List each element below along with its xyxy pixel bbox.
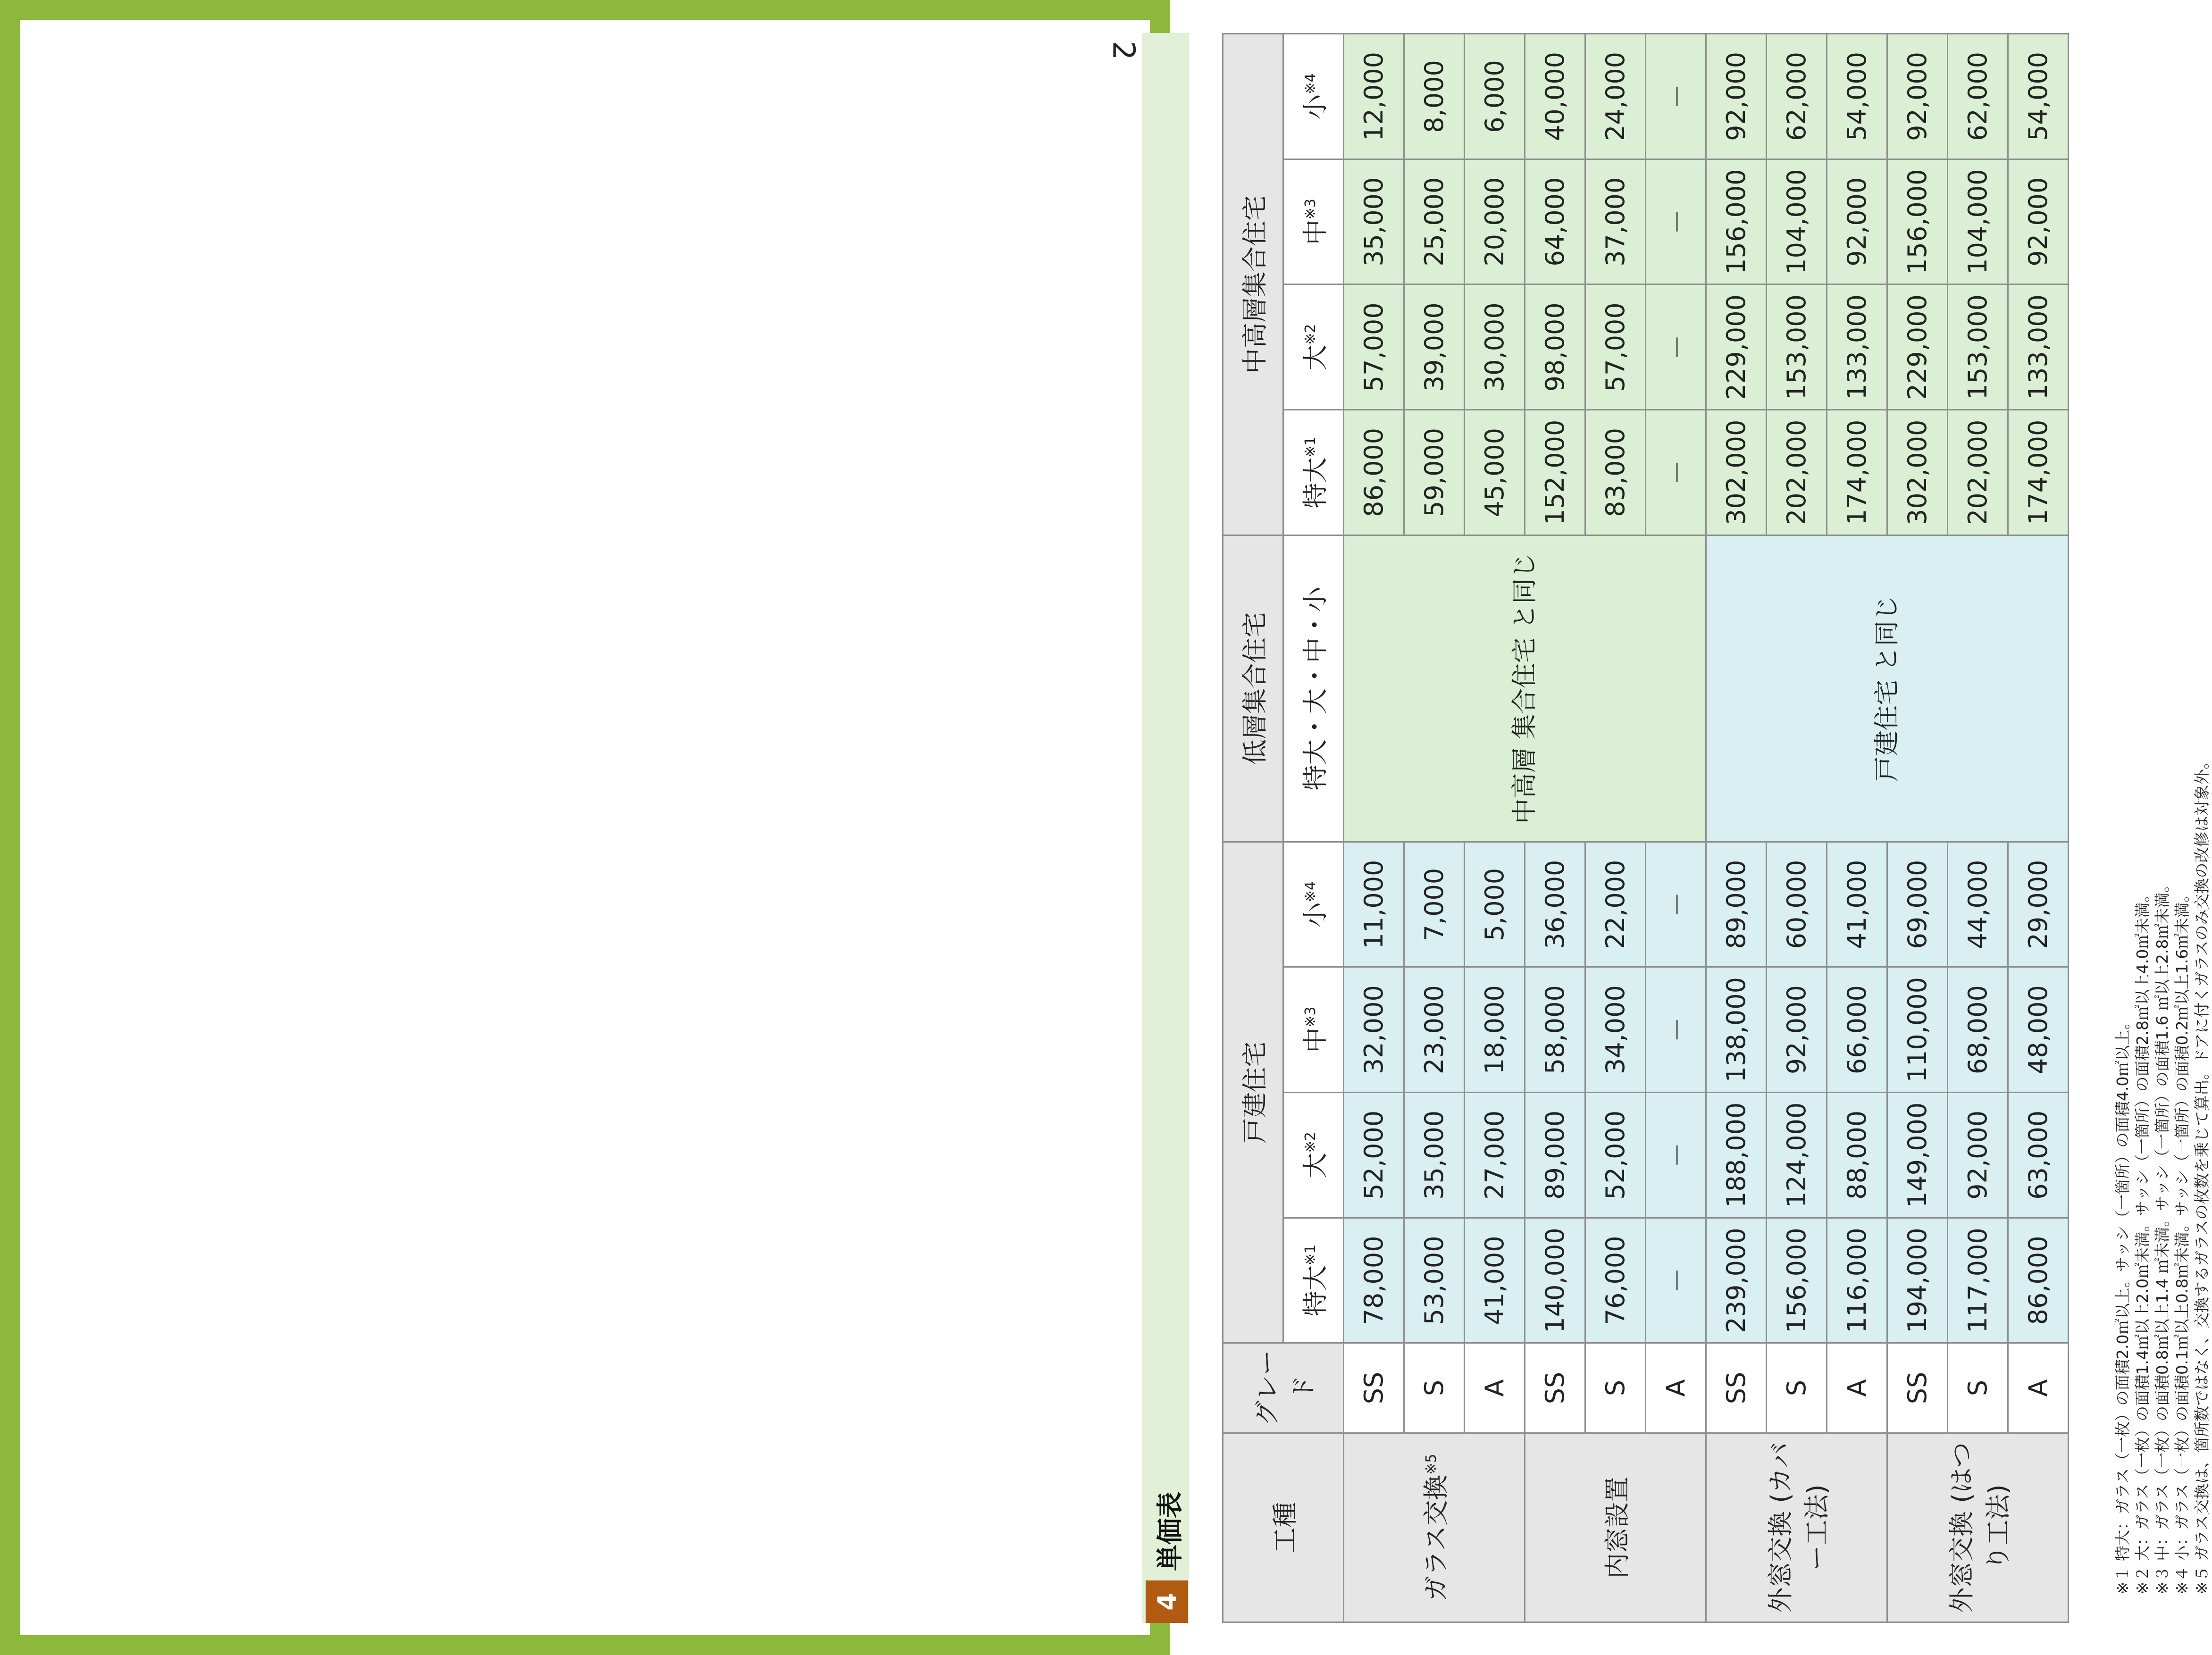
mid-high-price-cell: 92,000	[1827, 159, 1887, 284]
work-type-name: ガラス交換	[1421, 1474, 1451, 1602]
detached-price-cell: 48,000	[2008, 967, 2069, 1093]
section-header	[1142, 33, 1189, 1623]
header-grade: グレード	[1223, 1343, 1344, 1433]
size-header	[1283, 1218, 1344, 1343]
grade-cell: SS	[1706, 1343, 1767, 1433]
size-header	[1283, 842, 1344, 967]
mid-high-price-cell: 24,000	[1585, 34, 1646, 159]
detached-price-cell: －	[1646, 1218, 1706, 1343]
mid-high-price-cell: 133,000	[2008, 284, 2069, 410]
detached-price-cell: 58,000	[1525, 967, 1585, 1093]
work-type-cell	[1525, 1433, 1706, 1622]
section-number: 4	[1146, 1580, 1188, 1623]
size-label: 特大	[1300, 1265, 1330, 1317]
grade-cell: S	[1404, 1343, 1465, 1433]
mid-high-price-cell: 156,000	[1887, 159, 1948, 284]
size-label: 小	[1300, 902, 1330, 928]
mid-high-price-cell: 35,000	[1344, 159, 1404, 284]
size-label: 小	[1300, 94, 1330, 120]
detached-price-cell: 194,000	[1887, 1218, 1948, 1343]
detached-price-cell: 5,000	[1465, 842, 1525, 967]
mid-high-price-cell: 174,000	[2008, 410, 2069, 535]
detached-price-cell: 29,000	[2008, 842, 2069, 967]
size-label: 中	[1300, 219, 1330, 245]
detached-price-cell: 36,000	[1525, 842, 1585, 967]
size-header	[1283, 967, 1344, 1093]
detached-price-cell: 149,000	[1887, 1092, 1948, 1218]
size-header	[1283, 34, 1344, 159]
mid-high-price-cell: 8,000	[1404, 34, 1465, 159]
detached-price-cell: 60,000	[1767, 842, 1827, 967]
footnote: ※２ 大：ガラス（一枚）の面積1.4㎡以上2.0㎡未満。サッシ（一箇所）の面積2.8㎡以上4.0㎡未満。	[2133, 886, 2152, 1595]
size-header	[1283, 410, 1344, 535]
mid-high-price-cell: 202,000	[1948, 410, 2008, 535]
detached-price-cell: －	[1646, 1092, 1706, 1218]
detached-price-cell: 89,000	[1525, 1092, 1585, 1218]
mid-high-price-cell: 54,000	[1827, 34, 1887, 159]
detached-price-cell: 88,000	[1827, 1092, 1887, 1218]
mid-high-price-cell: 37,000	[1585, 159, 1646, 284]
detached-price-cell: 76,000	[1585, 1218, 1646, 1343]
mid-high-price-cell: －	[1646, 284, 1706, 410]
size-header	[1283, 1092, 1344, 1218]
detached-price-cell: 89,000	[1706, 842, 1767, 967]
detached-price-cell: 86,000	[2008, 1218, 2069, 1343]
grade-cell: A	[1827, 1343, 1887, 1433]
rotated-content	[1142, 33, 2211, 1623]
mid-high-price-cell: 229,000	[1706, 284, 1767, 410]
mid-high-price-cell: 25,000	[1404, 159, 1465, 284]
detached-price-cell: 44,000	[1948, 842, 2008, 967]
section-title: 単価表	[1155, 1492, 1186, 1571]
footnote: ※４ 小：ガラス（一枚）の面積0.1㎡以上0.8㎡未満。サッシ（一箇所）の面積0.2㎡以上1.6㎡未満。	[2173, 886, 2191, 1595]
mid-high-price-cell: 59,000	[1404, 410, 1465, 535]
grade-cell: A	[1465, 1343, 1525, 1433]
size-mark: ※2	[1302, 1132, 1319, 1153]
table-body	[1344, 34, 2069, 1622]
grade-cell: A	[1646, 1343, 1706, 1433]
detached-price-cell: 32,000	[1344, 967, 1404, 1093]
mid-high-price-cell: 302,000	[1887, 410, 1948, 535]
size-header	[1283, 159, 1344, 284]
size-mark: ※2	[1302, 324, 1319, 345]
detached-price-cell: 52,000	[1585, 1092, 1646, 1218]
mid-high-price-cell: 62,000	[1948, 34, 2008, 159]
mid-high-price-cell: 202,000	[1767, 410, 1827, 535]
mid-high-price-cell: 40,000	[1525, 34, 1585, 159]
page-number: 2	[1106, 41, 1141, 60]
detached-price-cell: 117,000	[1948, 1218, 2008, 1343]
grade-cell: A	[2008, 1343, 2069, 1433]
size-header	[1283, 284, 1344, 410]
detached-price-cell: 41,000	[1827, 842, 1887, 967]
mid-high-price-cell: 98,000	[1525, 284, 1585, 410]
mid-high-price-cell: 153,000	[1767, 284, 1827, 410]
size-label: 中	[1300, 1027, 1330, 1053]
mid-high-price-cell: 83,000	[1585, 410, 1646, 535]
mid-high-price-cell: 54,000	[2008, 34, 2069, 159]
detached-price-cell: 53,000	[1404, 1218, 1465, 1343]
footnote: ※３ 中：ガラス（一枚）の面積0.8㎡以上1.4 ㎡未満。サッシ（一箇所）の面積1.6 ㎡以上2.8㎡未満。	[2153, 877, 2171, 1595]
table-row	[1344, 34, 1404, 1622]
header-detached: 戸建住宅	[1223, 842, 1283, 1343]
grade-cell: S	[1585, 1343, 1646, 1433]
detached-price-cell: 110,000	[1887, 967, 1948, 1093]
detached-price-cell: 52,000	[1344, 1092, 1404, 1218]
size-label: 大	[1300, 344, 1330, 370]
detached-price-cell: 22,000	[1585, 842, 1646, 967]
detached-price-cell: 11,000	[1344, 842, 1404, 967]
mid-high-price-cell: －	[1646, 34, 1706, 159]
detached-price-cell: 156,000	[1767, 1218, 1827, 1343]
work-type-cell	[1706, 1433, 1887, 1622]
footnote: ※５ ガラス交換は、箇所数ではなく、交換するガラスの枚数を乗じて算出。ドアに付くガラスのみ交換の改修は対象外。	[2193, 753, 2211, 1595]
grade-cell: SS	[1887, 1343, 1948, 1433]
size-mark: ※1	[1302, 436, 1319, 458]
mid-high-price-cell: 302,000	[1706, 410, 1767, 535]
work-type-mark: ※5	[1423, 1454, 1440, 1475]
mid-high-price-cell: 104,000	[1767, 159, 1827, 284]
mid-high-price-cell: 152,000	[1525, 410, 1585, 535]
detached-price-cell: 35,000	[1404, 1092, 1465, 1218]
size-mark: ※4	[1302, 881, 1319, 903]
detached-price-cell: 116,000	[1827, 1218, 1887, 1343]
mid-high-price-cell: 30,000	[1465, 284, 1525, 410]
size-mark: ※4	[1302, 73, 1319, 94]
mid-high-price-cell: 104,000	[1948, 159, 2008, 284]
header-mid-high: 中高層集合住宅	[1223, 34, 1283, 535]
footnotes	[2113, 38, 2212, 1595]
detached-price-cell: 23,000	[1404, 967, 1465, 1093]
mid-high-price-cell: 57,000	[1344, 284, 1404, 410]
size-mark: ※1	[1302, 1244, 1319, 1266]
mid-high-price-cell: 229,000	[1887, 284, 1948, 410]
mid-high-price-cell: 64,000	[1525, 159, 1585, 284]
mid-high-price-cell: 86,000	[1344, 410, 1404, 535]
detached-price-cell: 18,000	[1465, 967, 1525, 1093]
size-mark: ※3	[1302, 198, 1319, 220]
work-type-cell	[1887, 1433, 2069, 1622]
low-rise-same-as-mid: 中高層 集合住宅 と同じ	[1344, 535, 1706, 842]
mid-high-price-cell: －	[1646, 159, 1706, 284]
grade-cell: S	[1948, 1343, 2008, 1433]
detached-price-cell: 140,000	[1525, 1218, 1585, 1343]
detached-price-cell: 41,000	[1465, 1218, 1525, 1343]
work-type-name: 内窓設置	[1602, 1476, 1632, 1579]
detached-price-cell: 68,000	[1948, 967, 2008, 1093]
mid-high-price-cell: 174,000	[1827, 410, 1887, 535]
detached-price-cell: 239,000	[1706, 1218, 1767, 1343]
header-low-rise: 低層集合住宅	[1223, 535, 1283, 842]
low-rise-same-as-detached: 戸建住宅 と同じ	[1706, 535, 2069, 842]
mid-high-price-cell: 6,000	[1465, 34, 1525, 159]
detached-price-cell: －	[1646, 842, 1706, 967]
mid-high-price-cell: 92,000	[2008, 159, 2069, 284]
footnote: ※１ 特大：ガラス（一枚）の面積2.0㎡以上。サッシ（一箇所）の面積4.0㎡以上。	[2113, 1014, 2132, 1595]
detached-price-cell: 69,000	[1887, 842, 1948, 967]
size-label: 大	[1300, 1153, 1330, 1179]
detached-price-cell: 7,000	[1404, 842, 1465, 967]
mid-high-price-cell: 92,000	[1887, 34, 1948, 159]
detached-price-cell: 63,000	[2008, 1092, 2069, 1218]
mid-high-price-cell: 156,000	[1706, 159, 1767, 284]
table-row	[1706, 34, 1767, 1622]
size-mark: ※3	[1302, 1006, 1319, 1028]
mid-high-price-cell: 153,000	[1948, 284, 2008, 410]
detached-price-cell: 34,000	[1585, 967, 1646, 1093]
mid-high-price-cell: 92,000	[1706, 34, 1767, 159]
detached-price-cell: －	[1646, 967, 1706, 1093]
detached-price-cell: 188,000	[1706, 1092, 1767, 1218]
mid-high-price-cell: 39,000	[1404, 284, 1465, 410]
work-type-cell	[1344, 1433, 1525, 1622]
detached-price-cell: 92,000	[1948, 1092, 2008, 1218]
detached-price-cell: 27,000	[1465, 1092, 1525, 1218]
detached-price-cell: 124,000	[1767, 1092, 1827, 1218]
mid-high-price-cell: 57,000	[1585, 284, 1646, 410]
work-type-name: 外窓交換 (はつり工法)	[1946, 1442, 2013, 1613]
grade-cell: SS	[1344, 1343, 1404, 1433]
mid-high-price-cell: －	[1646, 410, 1706, 535]
work-type-name: 外窓交換 (カバー工法)	[1765, 1442, 1832, 1613]
grade-cell: SS	[1525, 1343, 1585, 1433]
mid-high-price-cell: 12,000	[1344, 34, 1404, 159]
detached-price-cell: 92,000	[1767, 967, 1827, 1093]
mid-high-price-cell: 20,000	[1465, 159, 1525, 284]
detached-price-cell: 138,000	[1706, 967, 1767, 1093]
low-rise-sizes-header: 特大・大・中・小	[1283, 535, 1344, 842]
detached-price-cell: 78,000	[1344, 1218, 1404, 1343]
header-work-type: 工種	[1223, 1433, 1344, 1622]
mid-high-price-cell: 62,000	[1767, 34, 1827, 159]
size-label: 特大	[1300, 457, 1330, 509]
grade-cell: S	[1767, 1343, 1827, 1433]
mid-high-price-cell: 45,000	[1465, 410, 1525, 535]
detached-price-cell: 66,000	[1827, 967, 1887, 1093]
mid-high-price-cell: 133,000	[1827, 284, 1887, 410]
price-table	[1222, 33, 2069, 1623]
